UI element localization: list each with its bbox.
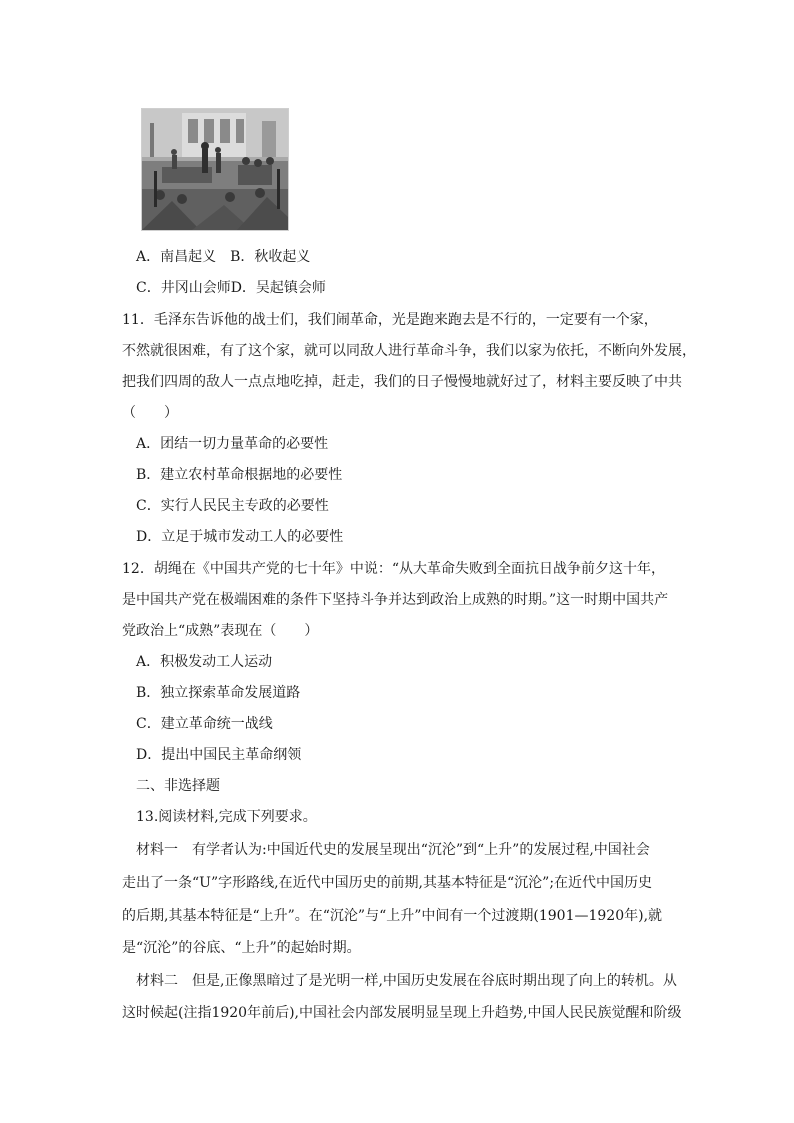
q12-option-d: D．提出中国民主革命纲领	[136, 747, 302, 763]
photo-illustration	[142, 109, 288, 230]
q12-option-a: A．积极发动工人运动	[136, 654, 273, 670]
q10-option-c-d: C．井冈山会师D．吴起镇会师	[136, 280, 326, 296]
q11-option-a: A．团结一切力量革命的必要性	[136, 436, 329, 452]
q13-title: 13.阅读材料,完成下列要求。	[136, 809, 317, 825]
q13-material1-line4: 是“沉沦”的谷底、“上升”的起始时期。	[122, 940, 361, 956]
q12-stem-line3: 党政治上“成熟”表现在（ ）	[122, 623, 319, 639]
q11-option-d: D．立足于城市发动工人的必要性	[136, 529, 344, 545]
q11-option-b: B．建立农村革命根据地的必要性	[136, 467, 343, 483]
q11-stem-line2: 不然就很困难，有了这个家，就可以同敌人进行革命斗争，我们以家为依托，不断向外发展，	[122, 343, 696, 359]
q13-material2-line2: 这时候起(注指1920年前后),中国社会内部发展明显呈现上升趋势,中国人民民族觉醒和阶级	[122, 1005, 682, 1021]
q12-stem-line2: 是中国共产党在极端困难的条件下坚持斗争并达到政治上成熟的时期。”这一时期中国共产	[122, 592, 669, 608]
q12-option-b: B．独立探索革命发展道路	[136, 685, 301, 701]
q11-stem-line4: （ ）	[122, 405, 178, 421]
historical-photo	[141, 108, 289, 231]
q13-material1-line2: 走出了一条“U”字形路线,在近代中国历史的前期,其基本特征是“沉沦”;在近代中国历史	[122, 875, 653, 891]
q12-option-c: C．建立革命统一战线	[136, 716, 273, 732]
q11-stem-line3: 把我们四周的敌人一点点地吃掉，赶走，我们的日子慢慢地就好过了，材料主要反映了中共	[122, 374, 682, 390]
q13-material1-line3: 的后期,其基本特征是“上升”。在“沉沦”与“上升”中间有一个过渡期(1901—1920年),就	[122, 908, 663, 924]
q13-material2-line1: 材料二 但是,正像黑暗过了是光明一样,中国历史发展在谷底时期出现了向上的转机。从	[136, 973, 677, 989]
q11-option-c: C．实行人民民主专政的必要性	[136, 498, 329, 514]
q10-option-a-b: A．南昌起义 B．秋收起义	[136, 249, 311, 265]
section-heading: 二、非选择题	[136, 778, 220, 794]
q11-stem-line1: 11．毛泽东告诉他的战士们，我们闹革命，光是跑来跑去是不行的，一定要有一个家，	[122, 312, 658, 328]
q13-material1-line1: 材料一 有学者认为:中国近代史的发展呈现出“沉沦”到“上升”的发展过程,中国社会	[136, 842, 650, 858]
q12-stem-line1: 12．胡绳在《中国共产党的七十年》中说：“从大革命失败到全面抗日战争前夕这十年，	[122, 561, 665, 577]
